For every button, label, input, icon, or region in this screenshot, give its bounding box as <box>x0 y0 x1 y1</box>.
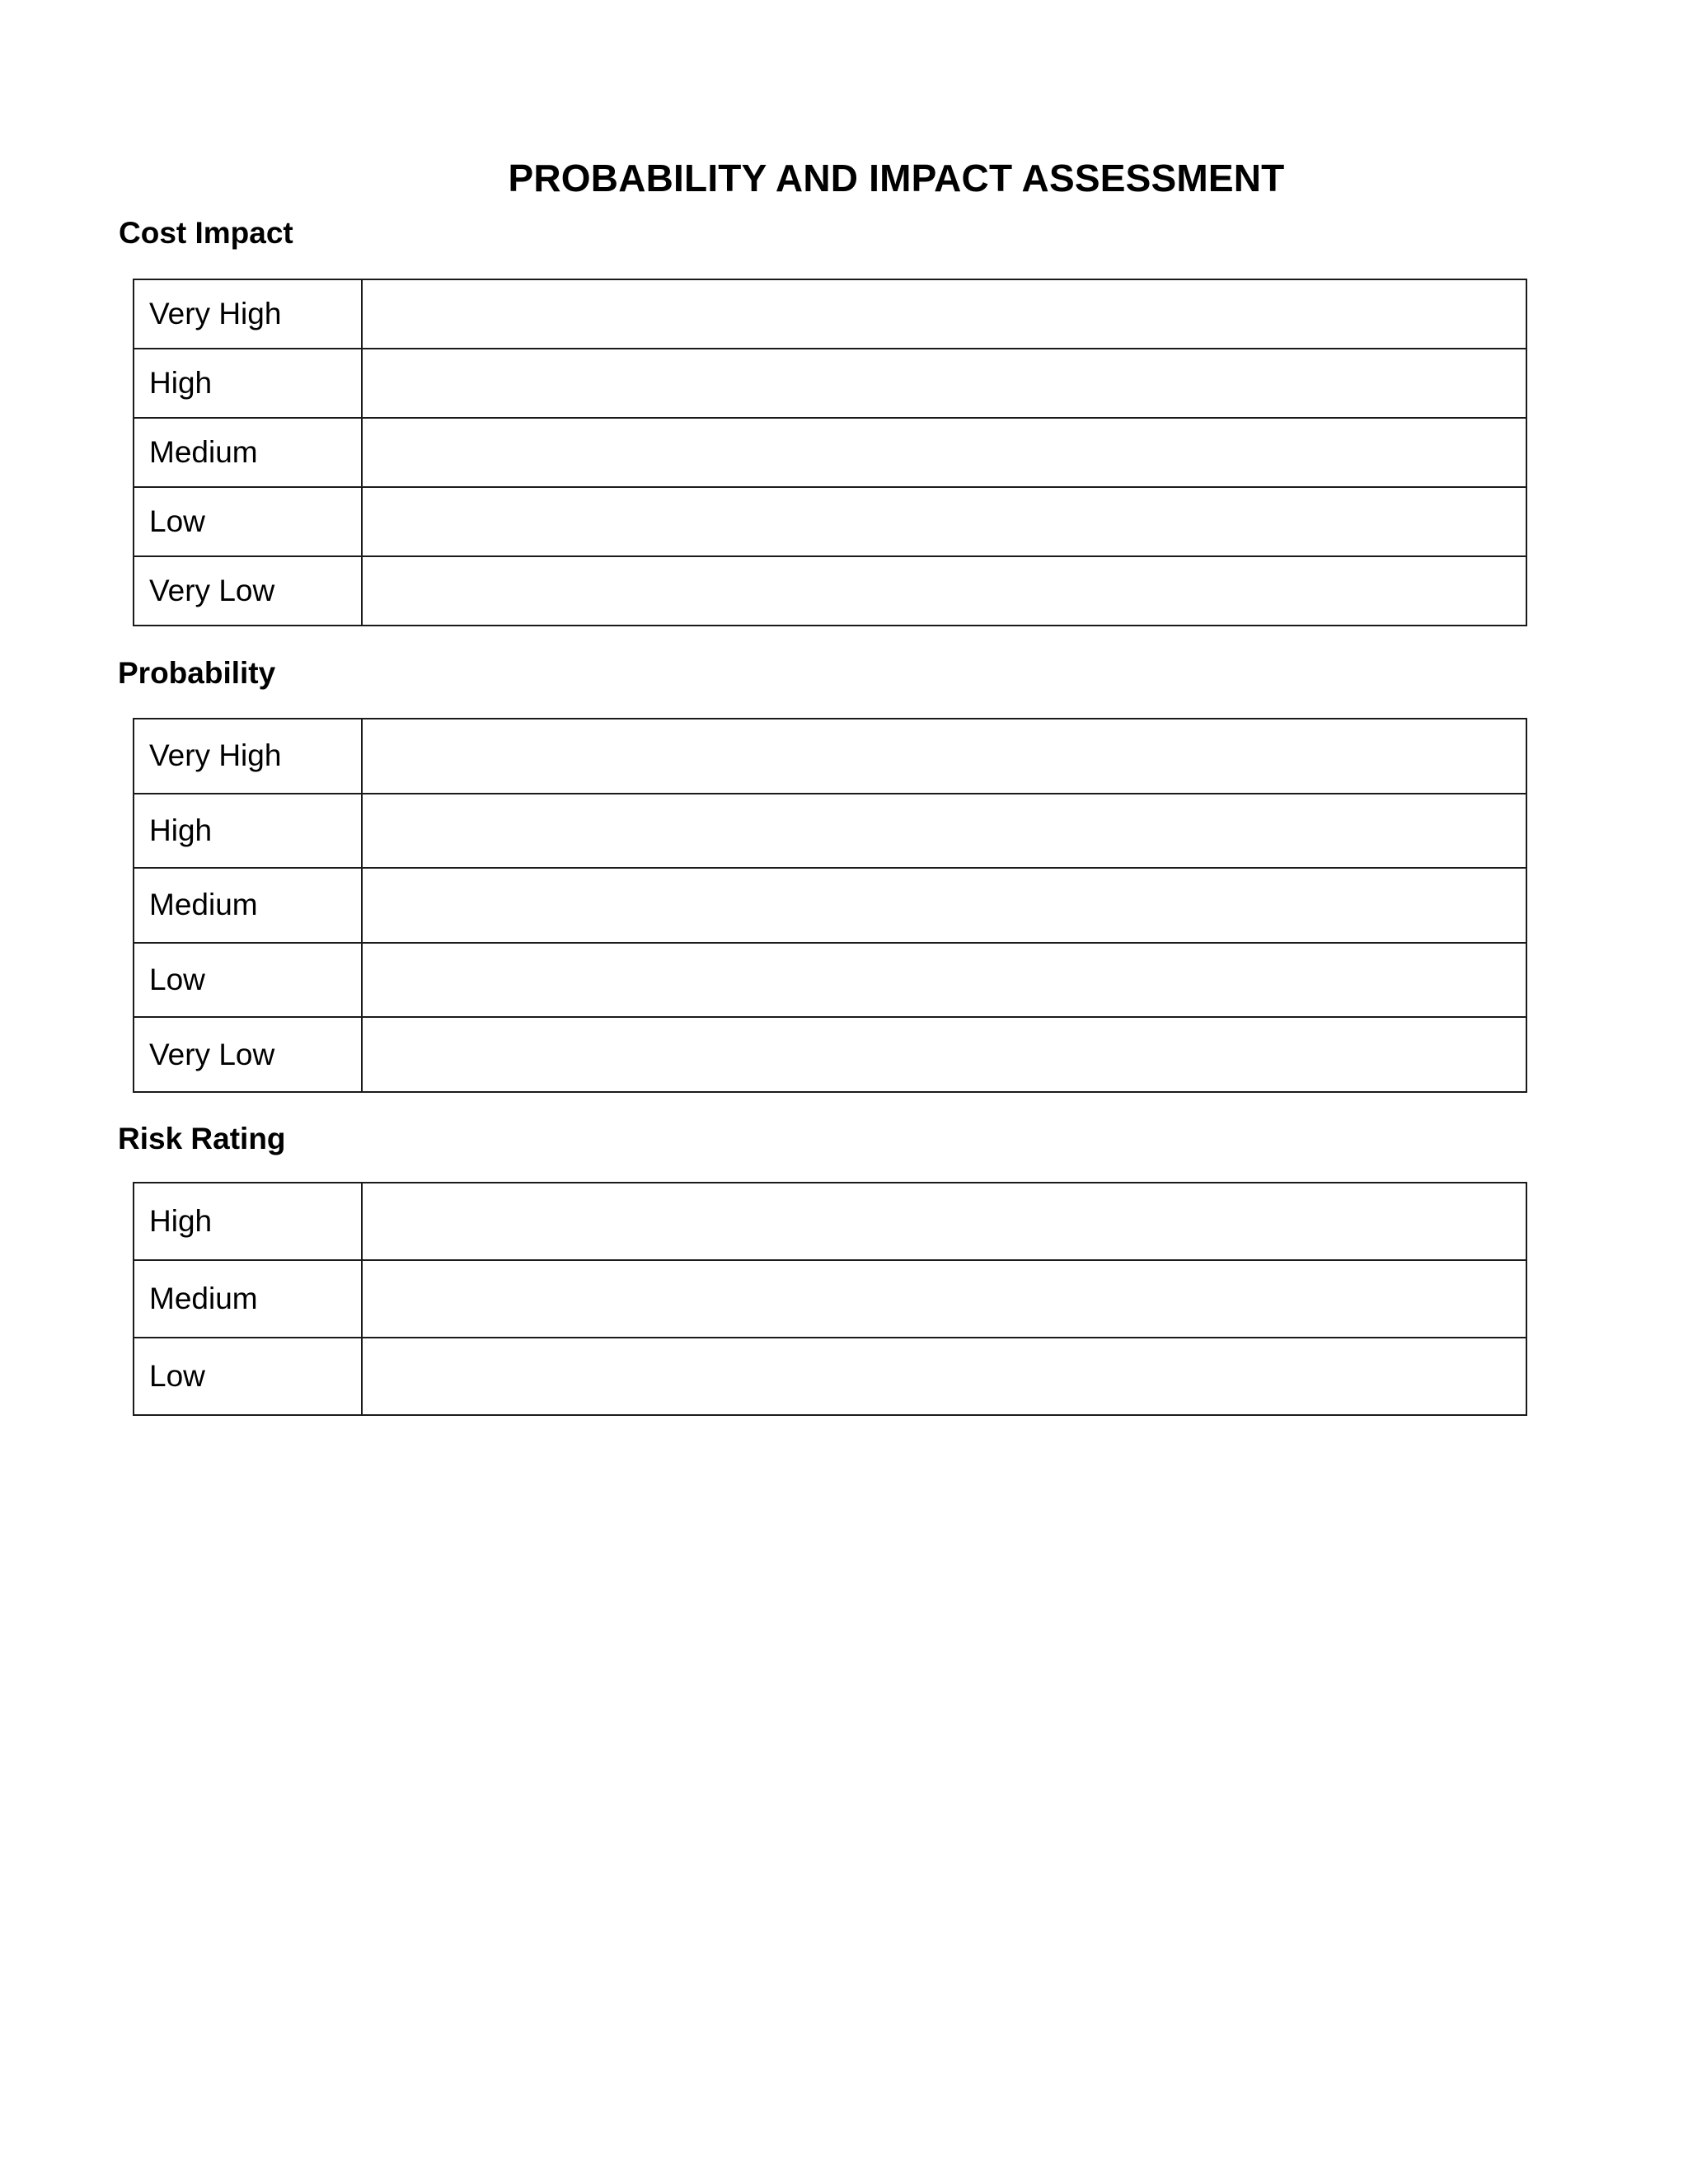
table-row <box>134 1183 1526 1260</box>
row-label: Very Low <box>134 556 362 626</box>
row-label: Medium <box>134 1260 362 1338</box>
section-heading-cost-impact: Cost Impact <box>119 216 293 250</box>
row-label: High <box>134 1183 362 1260</box>
table-row <box>134 1260 1526 1338</box>
value-cell[interactable] <box>362 556 1526 626</box>
section-heading-probability: Probability <box>118 656 276 690</box>
value-cell[interactable] <box>362 719 1526 794</box>
value-cell[interactable] <box>362 1338 1526 1415</box>
value-cell[interactable] <box>362 418 1526 487</box>
value-cell[interactable] <box>362 1183 1526 1260</box>
table-row <box>134 1338 1526 1415</box>
table-row <box>134 418 1526 487</box>
value-cell[interactable] <box>362 1260 1526 1338</box>
table-row <box>134 1017 1526 1092</box>
value-cell[interactable] <box>362 868 1526 943</box>
table-row <box>134 487 1526 556</box>
table-row <box>134 279 1526 349</box>
table-row <box>134 868 1526 943</box>
table-row <box>134 556 1526 626</box>
row-label: Low <box>134 1338 362 1415</box>
value-cell[interactable] <box>362 943 1526 1018</box>
table-row <box>134 794 1526 869</box>
row-label: Very High <box>134 719 362 794</box>
row-label: High <box>134 794 362 869</box>
row-label: Low <box>134 943 362 1018</box>
value-cell[interactable] <box>362 794 1526 869</box>
row-label: Very High <box>134 279 362 349</box>
probability-table <box>133 718 1527 1093</box>
row-label: High <box>134 349 362 418</box>
row-label: Very Low <box>134 1017 362 1092</box>
page-title: PROBABILITY AND IMPACT ASSESSMENT <box>508 157 1285 199</box>
value-cell[interactable] <box>362 487 1526 556</box>
section-heading-risk-rating: Risk Rating <box>118 1122 286 1155</box>
value-cell[interactable] <box>362 349 1526 418</box>
table-row <box>134 349 1526 418</box>
row-label: Medium <box>134 418 362 487</box>
value-cell[interactable] <box>362 279 1526 349</box>
row-label: Medium <box>134 868 362 943</box>
row-label: Low <box>134 487 362 556</box>
table-row <box>134 719 1526 794</box>
value-cell[interactable] <box>362 1017 1526 1092</box>
table-row <box>134 943 1526 1018</box>
cost-impact-table <box>133 279 1527 626</box>
risk-rating-table <box>133 1182 1527 1416</box>
